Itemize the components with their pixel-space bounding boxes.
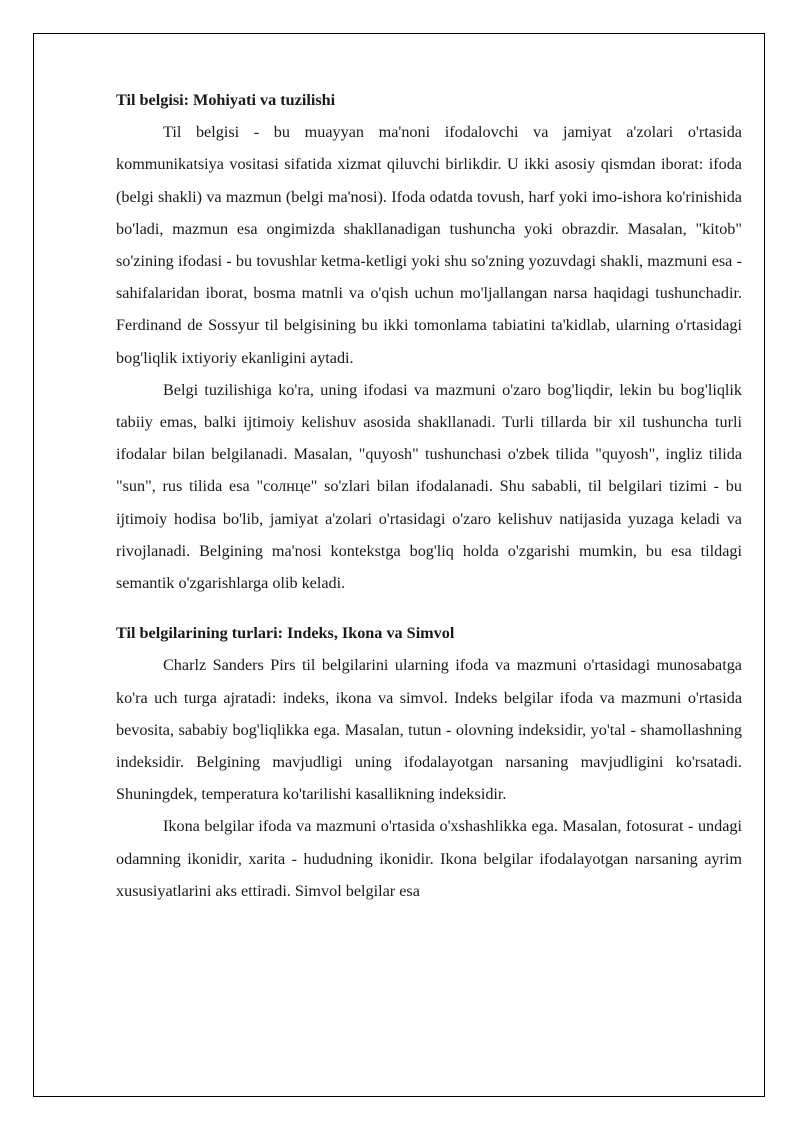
document-body (116, 84, 742, 907)
section-heading: Til belgisi: Mohiyati va tuzilishi (116, 91, 336, 109)
section-heading: Til belgilarining turlari: Indeks, Ikona va Simvol (116, 624, 455, 643)
paragraph: Ikona belgilar ifoda va mazmuni o'rtasida o'xshashlikka ega. Masalan, fotosurat - undagi odamning ikonidir, xarita - hududning ikonidir. Ikona belgilar ifodalayotgan narsaning ayrim xususiyatlarini aks ettiradi. Simvol belgilar esa (116, 817, 742, 900)
paragraph: Belgi tuzilishiga ko'ra, uning ifodasi va mazmuni o'zaro bog'liqdir, lekin bu bog'liqlik tabiiy emas, balki ijtimoiy kelishuv asosida shakllanadi. Turli tillarda bir xil tushuncha turli ifodalar bilan belgilanadi. Masalan, "quyosh" tushunchasi o'zbek tilida "quyosh", ingliz tilida "sun", rus tilida esa "солнце" so'zlari bilan ifodalanadi. Shu sababli, til belgilari tizimi - bu ijtimoiy hodisa bo'lib, jamiyat a'zolari o'rtasidagi o'zaro kelishuv natijasida yuzaga keladi va rivojlanadi. Belgining ma'nosi kontekstga bog'liq holda o'zgarishi mumkin, bu esa tildagi semantik o'zgarishlarga olib keladi. (116, 380, 742, 593)
paragraph: Til belgisi - bu muayyan ma'noni ifodalovchi va jamiyat a'zolari o'rtasida kommunikatsiya vositasi sifatida xizmat qiluvchi birlikdir. U ikki asosiy qismdan iborat: ifoda (belgi shakli) va mazmun (belgi ma'nosi). Ifoda odatda tovush, harf yoki imo-ishora ko'rinishida bo'ladi, mazmun esa ongimizda shakllanadigan tushuncha yoki obrazdir. Masalan, "kitob" so'zining ifodasi - bu tovushlar ketma-ketligi yoki shu so'zning yozuvdagi shakli, mazmuni esa - sahifalaridan iborat, bosma matnli va o'qish uchun mo'ljallangan narsa haqidagi tushunchadir. Ferdinand de Sossyur til belgisining bu ikki tomonlama tabiatini ta'kidlab, ularning o'rtasidagi bog'liqlik ixtiyoriy ekanligini aytadi. (116, 123, 742, 367)
paragraph: Charlz Sanders Pirs til belgilarini ularning ifoda va mazmuni o'rtasidagi munosabatga ko'ra uch turga ajratadi: indeks, ikona va simvol. Indeks belgilar ifoda va mazmuni o'rtasida bevosita, sababiy bog'liqlikka ega. Masalan, tutun - olovning indeksidir, yo'tal - shamollashning indeksidir. Belgining mavjudligi uning ifodalayotgan narsaning mavjudligini ko'rsatadi. Shuningdek, temperatura ko'tarilishi kasallikning indeksidir. (116, 656, 742, 804)
